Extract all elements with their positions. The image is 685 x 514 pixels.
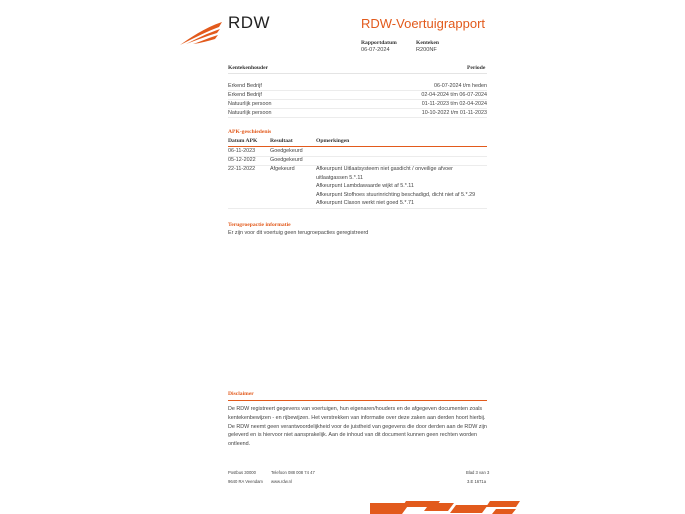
remark-line: uitlaatgassen 5.*.11 xyxy=(316,174,363,181)
apk-remarks xyxy=(316,165,486,208)
holder-period: 02-04-2024 t/m 06-07-2024 xyxy=(421,92,487,98)
table-row xyxy=(228,108,487,118)
table-row xyxy=(228,165,487,209)
footer-page-number: Blad 3 van 3 xyxy=(466,470,490,475)
report-date-value: 06-07-2024 xyxy=(361,47,390,53)
footer-phone: Telefoon 088 008 74 47 xyxy=(271,470,315,475)
holder-column-header: Kentekenhouder xyxy=(228,65,269,71)
disclaimer-divider xyxy=(228,400,487,401)
disclaimer-title: Disclaimer xyxy=(228,391,254,397)
footer-address: 9640 RA Veendam xyxy=(228,479,263,484)
apk-result-header: Resultaat xyxy=(270,138,293,144)
decorative-stripes-icon xyxy=(370,499,520,514)
disclaimer-text: De RDW registreert gegevens van voertuigen, hun eigenaren/houders en de afgegeven documenten zoals kentekenbewijzen - en rijbewijzen. Het verstrekken van informatie over deze zaken aan derden hoort hierbij. De RDW neemt geen verantwoordelijkheid voor de juistheid van gegevens die door derden aan de RDW zijn geleverd en is hiervoor niet aansprakelijk. Aan de inhoud van dit document kunnen geen rechten worden ontleend. xyxy=(228,406,487,448)
apk-date: 06-11-2023 xyxy=(228,148,256,154)
apk-date: 22-11-2022 xyxy=(228,166,256,172)
apk-date-header: Datum APK xyxy=(228,138,258,144)
plate-value: R200NF xyxy=(416,47,437,53)
recall-section-title: Terugroepactie informatie xyxy=(228,222,291,228)
holder-name: Erkend Bedrijf xyxy=(228,83,262,89)
period-column-header: Periode xyxy=(467,65,486,71)
holder-name: Natuurlijk persoon xyxy=(228,101,272,107)
apk-section-title: APK-geschiedenis xyxy=(228,129,272,135)
apk-date: 05-12-2022 xyxy=(228,157,256,163)
apk-result: Goedgekeurd xyxy=(270,157,303,163)
report-date-label: Rapportdatum xyxy=(361,40,397,46)
footer-postbus: Postbus 30000 xyxy=(228,470,256,475)
holder-name: Natuurlijk persoon xyxy=(228,110,272,116)
holder-period: 10-10-2022 t/m 01-11-2023 xyxy=(421,110,487,116)
footer-website[interactable]: www.rdw.nl xyxy=(271,479,292,484)
header-divider xyxy=(228,73,487,74)
brand-name: RDW xyxy=(228,13,271,32)
holder-period: 01-11-2023 t/m 02-04-2024 xyxy=(421,101,487,107)
holder-period: 06-07-2024 t/m heden xyxy=(433,83,487,89)
remark-line: Afkeurpunt Claxon werkt niet goed 5.*.71 xyxy=(316,200,414,207)
rdw-logo-icon xyxy=(178,20,224,46)
recall-text: Er zijn voor dit voertuig geen terugroepacties geregistreerd xyxy=(228,230,369,236)
document-title: RDW-Voertuigrapport xyxy=(361,16,486,31)
holder-name: Erkend Bedrijf xyxy=(228,92,262,98)
apk-remarks-header: Opmerkingen xyxy=(316,138,350,144)
remark-line: Afkeurpunt Lambdawaarde wijkt af 5.*.11 xyxy=(316,183,414,190)
remark-line: Afkeurpunt Stofhoes stuurinrichting beschadigd, dicht niet af 5.*.29 xyxy=(316,191,476,198)
remark-line: Afkeurpunt Uitlaatsysteem niet gasdicht / onveilige afvoer xyxy=(316,166,453,172)
apk-result: Afgekeurd xyxy=(270,166,295,172)
plate-label: Kenteken xyxy=(416,40,439,46)
apk-result: Goedgekeurd xyxy=(270,148,303,154)
footer-document-code: 3.E 1671a xyxy=(467,479,487,484)
